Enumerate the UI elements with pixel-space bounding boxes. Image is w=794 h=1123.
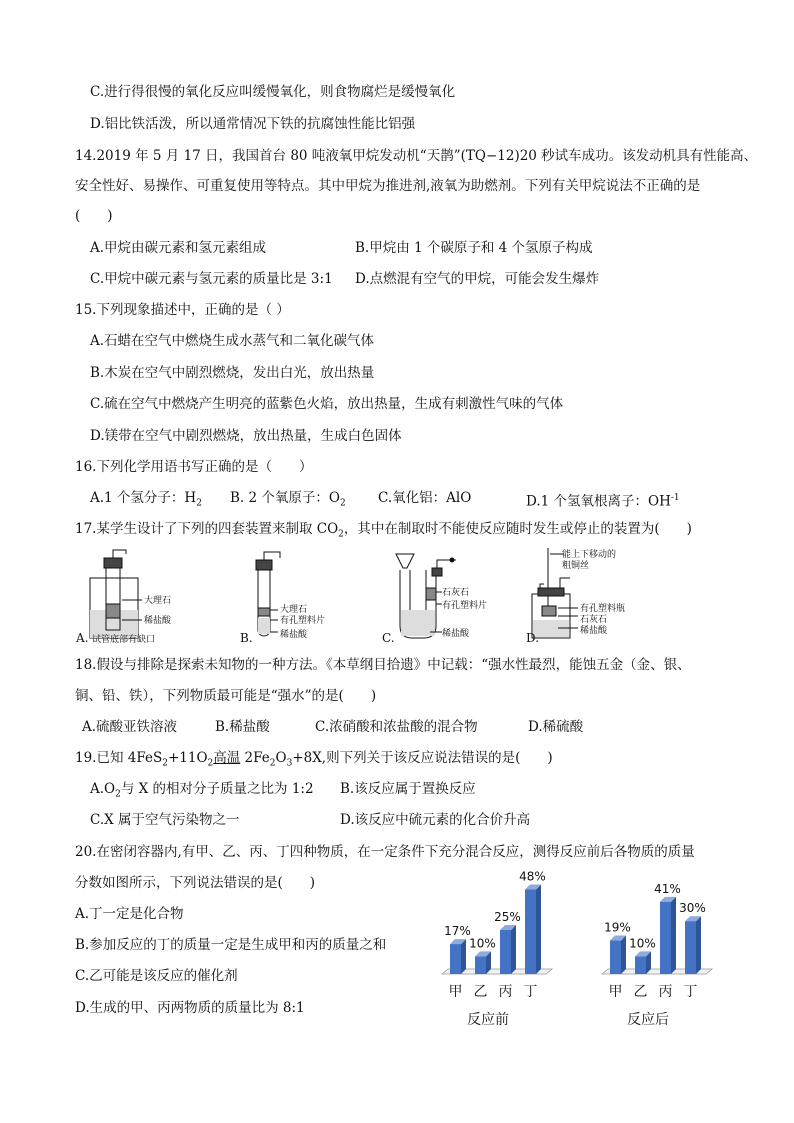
fig-a-label-marble: 大理石 xyxy=(144,596,172,606)
chart-title: 反应后 xyxy=(627,1012,669,1028)
bar-side xyxy=(696,916,701,974)
q20-stem-line1: 20.在密闭容器内,有甲、乙、丙、丁四种物质，在一定条件下充分混合反应，测得反应前后各物质的质量 xyxy=(75,844,695,860)
q17-stem: 17.某学生设计了下列的四套装置来制取 $CO_2$，其中在制取时不能使反应随时发生或停止的装置为( ) xyxy=(75,521,692,540)
bar xyxy=(475,956,486,974)
fig-b-label-acid: 稀盐酸 xyxy=(280,630,308,640)
q20-option-d: D.生成的甲、丙两物质的质量比为 8:1 xyxy=(75,1000,305,1016)
q18-stem-line1: 18.假设与排除是探索未知物的一种方法。《本草纲目拾遗》中记载：“强水性最烈，能蚀五金（金、银、 xyxy=(75,657,691,673)
bar xyxy=(525,890,536,974)
q19-option-a: $A.O_2$与 X 的相对分子质量之比为 1:2 xyxy=(90,781,314,800)
q18-stem-line2: 铜、铅、铁），下列物质最可能是“强水”的是( ) xyxy=(75,688,377,704)
fig-d-label-limestone: 石灰石 xyxy=(580,615,608,625)
reaction-condition: 高温 xyxy=(213,750,241,766)
q20-option-b: B.参加反应的丁的质量一定是生成甲和丙的质量之和 xyxy=(75,937,387,953)
q20-option-a: A.丁一定是化合物 xyxy=(75,906,184,922)
q16-option-d: D.1 个氢氧根离子：$OH^{-1}$ xyxy=(526,493,680,510)
category-label: 丁 xyxy=(523,984,538,1000)
fig-b-letter: B. xyxy=(240,631,253,645)
data-label: 10% xyxy=(629,936,656,951)
bar-side xyxy=(621,936,626,974)
data-label: 30% xyxy=(679,901,706,916)
bar xyxy=(660,902,671,974)
fig-a-label-acid: 稀盐酸 xyxy=(144,616,172,626)
q13-option-c: C.进行得很慢的氧化反应叫缓慢氧化，则食物腐烂是缓慢氧化 xyxy=(90,84,456,100)
fig-d-label-wire1: 能上下移动的 xyxy=(562,550,617,560)
fig-b-label-marble: 大理石 xyxy=(280,605,308,615)
bar xyxy=(610,941,621,974)
bar xyxy=(500,930,511,974)
chart-before-reaction xyxy=(430,866,560,1031)
fig-c-label-limestone: 石灰石 xyxy=(442,588,470,598)
category-label: 乙 xyxy=(473,984,488,1000)
q18-option-a: A.硫酸亚铁溶液 xyxy=(82,719,178,735)
category-label: 丁 xyxy=(683,984,698,1000)
fig-d-label-bottle: 有孔塑料瓶 xyxy=(580,604,626,614)
q18-option-c: C.浓硝酸和浓盐酸的混合物 xyxy=(315,719,478,735)
fig-b-label-plate: 有孔塑料片 xyxy=(280,616,326,626)
category-label: 乙 xyxy=(633,984,648,1000)
bar-side xyxy=(671,897,676,974)
q18-option-d: D.稀硫酸 xyxy=(528,719,584,735)
bar-side xyxy=(511,925,516,974)
q17-apparatus-figure xyxy=(70,548,710,648)
fig-d-letter: D. xyxy=(526,631,540,645)
data-label: 17% xyxy=(444,924,471,939)
fig-c-label-plate: 有孔塑料片 xyxy=(442,601,488,611)
data-label: 41% xyxy=(654,881,681,896)
fig-c-letter: C. xyxy=(382,631,395,645)
fig-d-label-acid: 稀盐酸 xyxy=(580,626,608,636)
category-label: 甲 xyxy=(448,984,463,1000)
q19-option-c: C.X 属于空气污染物之一 xyxy=(90,812,240,828)
q15-option-d: D.镁带在空气中剧烈燃烧，放出热量，生成白色固体 xyxy=(90,428,402,444)
q15-option-a: A.石蜡在空气中燃烧生成水蒸气和二氧化碳气体 xyxy=(90,333,375,349)
chart-after-reaction xyxy=(590,866,720,1031)
q14-option-b: B.甲烷由 1 个碳原子和 4 个氢原子构成 xyxy=(355,240,593,256)
category-label: 丙 xyxy=(658,984,673,1000)
q19-option-b: B.该反应属于置换反应 xyxy=(340,781,476,797)
category-label: 甲 xyxy=(608,984,623,1000)
data-label: 19% xyxy=(604,920,631,935)
q14-option-a: A.甲烷由碳元素和氢元素组成 xyxy=(90,240,267,256)
fig-d-label-wire2: 粗铜丝 xyxy=(562,561,590,571)
data-label: 48% xyxy=(519,869,546,884)
bar-side xyxy=(536,885,541,974)
apparatus-a xyxy=(90,550,142,638)
q16-stem: 16.下列化学用语书写正确的是（ ） xyxy=(75,459,313,475)
q18-option-b: B.稀盐酸 xyxy=(215,719,270,735)
q20-option-c: C.乙可能是该反应的催化剂 xyxy=(75,968,238,984)
q15-option-b: B.木炭在空气中剧烈燃烧，发出白光，放出热量 xyxy=(90,365,375,381)
bar-side xyxy=(461,939,466,974)
fig-a-letter: A. xyxy=(76,631,89,645)
q14-option-d: D.点燃混有空气的甲烷，可能会发生爆炸 xyxy=(355,271,600,287)
q13-option-d: D.铝比铁活泼，所以通常情况下铁的抗腐蚀性能比铝强 xyxy=(90,116,416,132)
q15-stem: 15.下列现象描述中，正确的是（ ） xyxy=(75,302,290,318)
fig-c-label-acid: 稀盐酸 xyxy=(442,629,470,639)
q15-option-c: C.硫在空气中燃烧产生明亮的蓝紫色火焰，放出热量，生成有刺激性气味的气体 xyxy=(90,396,564,412)
q19-stem: 19.已知 $4FeS_2+11O_2$高温 $2Fe_2O_3+8X$,则下列关于该反应说法错误的是( ) xyxy=(75,750,553,769)
q14-answer-blank: ( ) xyxy=(75,208,113,224)
q20-stem-line2: 分数如图所示，下列说法错误的是( ) xyxy=(75,875,316,891)
category-label: 丙 xyxy=(498,984,513,1000)
q14-option-c: C.甲烷中碳元素与氢元素的质量比是 3:1 xyxy=(90,271,333,287)
data-label: 10% xyxy=(469,936,496,951)
q16-option-c: C.氧化铝：AlO xyxy=(378,490,472,506)
q16-option-a: A.1 个氢分子：$H_2$ xyxy=(90,490,202,509)
fig-a-caption: 试管底部有缺口 xyxy=(92,635,156,645)
bar xyxy=(635,956,646,974)
data-label: 25% xyxy=(494,910,521,924)
q14-stem-line2: 安全性好、易操作、可重复使用等特点。其中甲烷为推进剂,液氧为助燃剂。下列有关甲烷说法不正确的是 xyxy=(75,178,701,194)
bar xyxy=(685,921,696,974)
q16-option-b: B. 2 个氧原子：$O_2$ xyxy=(230,490,346,509)
apparatus-b xyxy=(256,552,280,636)
bar xyxy=(450,944,461,974)
q19-option-d: D.该反应中硫元素的化合价升高 xyxy=(340,812,531,828)
q14-stem-line1: 14.2019 年 5 月 17 日，我国首台 80 吨液氧甲烷发动机“天鹊”(TQ−12)20 秒试车成功。该发动机具有性能高、 xyxy=(75,148,758,164)
chart-title: 反应前 xyxy=(467,1012,509,1028)
